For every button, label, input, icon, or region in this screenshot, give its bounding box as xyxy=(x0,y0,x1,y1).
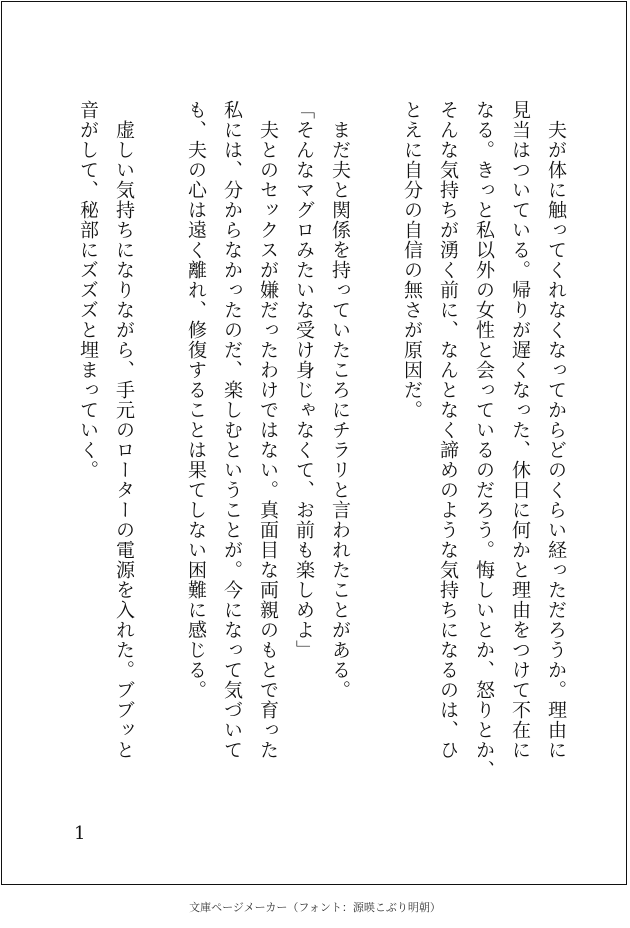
paragraph-spacer xyxy=(358,100,394,820)
footer-credit: 文庫ページメーカー（フォント：源暎こぶり明朝） xyxy=(189,901,441,914)
paragraph-3: 虚しい気持ちになりながら、手元のローターの電源を入れた。ブブッと 音がして、秘部にズズズと埋まっていく。 xyxy=(77,100,135,760)
paragraph-1: 夫が体に触ってくれなくなってからどのくらい経っただろうか。理由に 見当はついている。帰りが遅くなった、休日に何かと理由をつけて不在に なる。きっと私以外の女性と会っているのだろう。悔しいとか、怒りとか、 そんな気持ちが湧く前に、なんとなく諦めのような気持ちになるのは、ひ とえに自分の自信の無さが原因だ。 xyxy=(401,100,567,780)
page-number: 1 xyxy=(74,823,86,844)
paragraph-spacer xyxy=(142,100,178,820)
page-frame xyxy=(1,1,627,885)
vertical-text-body xyxy=(70,100,574,820)
paragraph-2: まだ夫と関係を持っていたころにチラリと言われたことがある。 「そんなマグロみたいな受け身じゃなくて、お前も楽しめよ」 夫とのセックスが嫌だったわけではない。真面目な両親のもとで育った 私には、分からなかったのだ、楽しむということが。今になって気づいて も、夫の心は遠く離れ、修復することは果てしない困難に感じる。 xyxy=(185,100,351,760)
